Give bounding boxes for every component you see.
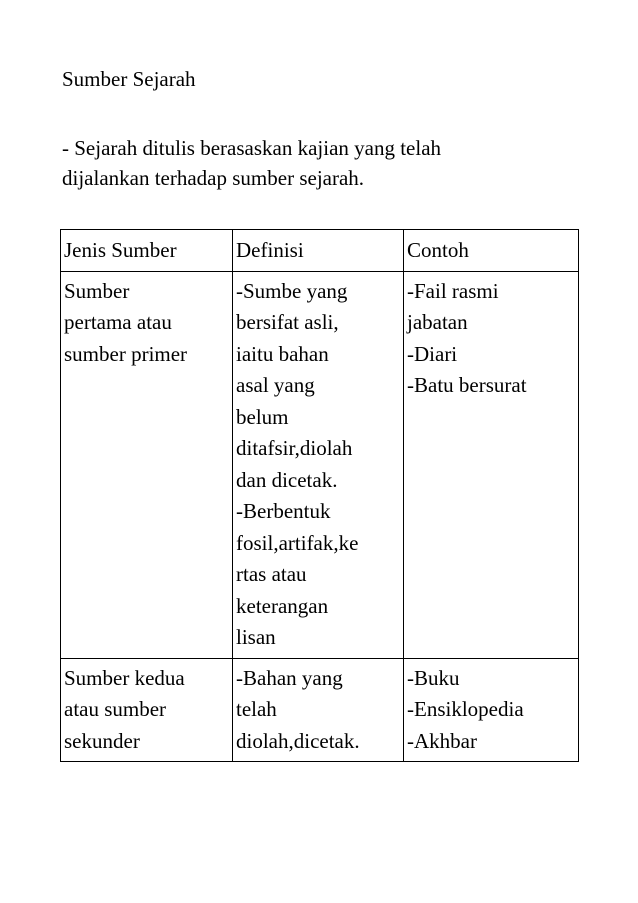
header-definisi: Definisi [233,230,404,272]
cell-jenis-secondary [61,658,233,762]
cell-line: keterangan [236,593,329,618]
intro-paragraph [62,133,582,193]
cell-line: -Fail rasmi [407,278,499,303]
cell-line: -Akhbar [407,728,477,753]
cell-line: pertama atau [64,310,172,334]
cell-contoh-primary [404,271,579,658]
header-jenis-sumber: Jenis Sumber [61,230,233,272]
cell-definisi-secondary [233,658,404,762]
cell-line: fosil,artifak,ke [236,530,359,555]
cell-jenis-primary [61,271,233,658]
cell-line: lisan [236,625,276,649]
cell-line: dan dicetak. [236,467,338,492]
cell-line: rtas atau [236,562,307,586]
intro-line: dijalankan terhadap sumber sejarah. [62,166,365,190]
source-types-table [60,229,579,762]
header-contoh: Contoh [404,230,579,272]
cell-line: -Sumbe yang [236,278,348,303]
cell-line: diolah,dicetak. [236,728,360,753]
cell-definisi-primary [233,271,404,658]
document-title: Sumber Sejarah [62,67,196,91]
table-row [61,658,579,762]
cell-line: sekunder [64,728,140,753]
cell-line: ditafsir,diolah [236,436,353,460]
cell-line: -Diari [407,341,458,366]
table-header-row [61,230,579,272]
cell-line: sumber primer [64,341,188,366]
cell-line: Sumber [64,278,130,303]
cell-line: atau sumber [64,697,167,721]
intro-line: - Sejarah ditulis berasaskan kajian yang telah [62,136,442,160]
cell-line: belum [236,404,289,429]
cell-line: -Bahan yang [236,665,343,690]
cell-line: jabatan [407,310,468,334]
table-row [61,271,579,658]
cell-line: -Batu bersurat [407,373,527,397]
cell-line: bersifat asli, [236,310,339,334]
cell-contoh-secondary [404,658,579,762]
cell-line: asal yang [236,373,315,397]
cell-line: -Berbentuk [236,499,331,523]
cell-line: iaitu bahan [236,341,329,366]
cell-line: -Buku [407,665,460,690]
cell-line: telah [236,697,277,721]
cell-line: -Ensiklopedia [407,697,524,721]
cell-line: Sumber kedua [64,665,185,690]
